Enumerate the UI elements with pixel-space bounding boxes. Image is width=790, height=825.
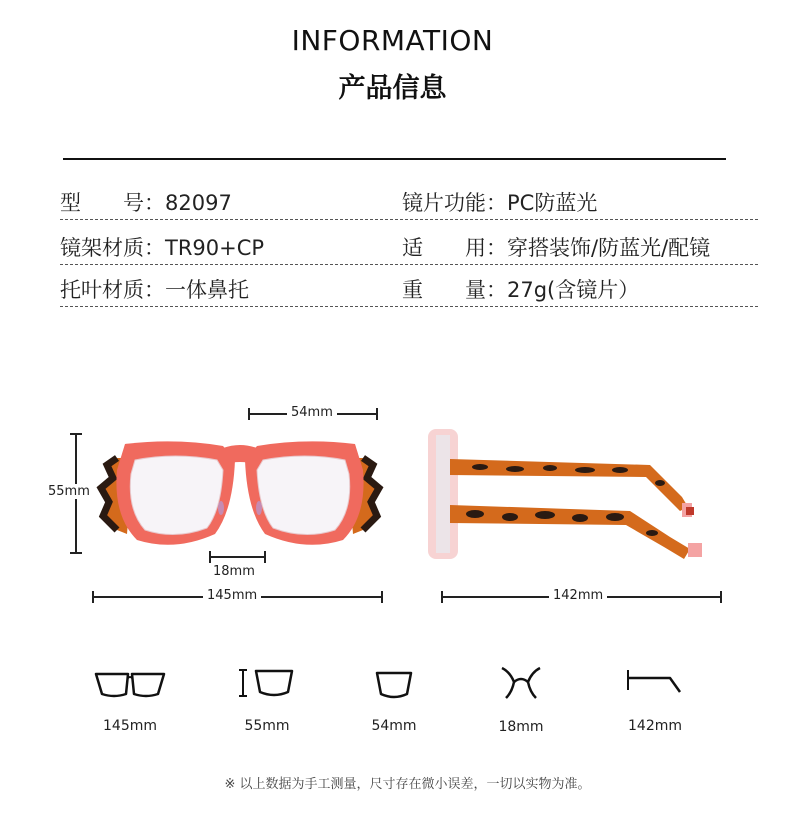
spec-label: 镜架材质： — [60, 236, 165, 260]
spec-value: 27g(含镜片） — [507, 278, 640, 302]
dim-tick — [720, 591, 722, 603]
spec-right — [402, 274, 639, 304]
dim-tick — [70, 552, 82, 554]
spec-value: 82097 — [165, 191, 232, 215]
title-english: INFORMATION — [291, 24, 494, 57]
spec-left — [60, 274, 249, 304]
spec-right — [402, 232, 710, 262]
spec-label: 镜片功能： — [402, 191, 507, 215]
glasses-side-image — [420, 425, 720, 565]
lens-height-icon-label: 55mm — [244, 718, 290, 734]
spec-value: 一体鼻托 — [165, 278, 249, 302]
bridge-label: 18mm — [209, 564, 259, 579]
spec-value: TR90+CP — [165, 236, 265, 260]
dim-tick — [376, 408, 378, 420]
frame-width-icon — [94, 668, 166, 702]
spec-row — [60, 181, 758, 220]
spec-label: 重 量： — [402, 278, 507, 302]
spec-value: 穿搭装饰/防蓝光/配镜 — [507, 236, 711, 260]
title-chinese: 产品信息 — [338, 73, 447, 104]
lens-height-icon — [236, 666, 296, 702]
footer-note: ※ 以上数据为手工测量，尺寸存在微小误差，一切以实物为准。 — [224, 777, 591, 792]
lens-height-label: 55mm — [44, 484, 94, 499]
spec-value: PC防蓝光 — [507, 191, 598, 215]
dim-tick — [381, 591, 383, 603]
spec-label: 型 号： — [60, 191, 165, 215]
temple-icon-label: 142mm — [628, 718, 682, 734]
spec-left — [60, 232, 264, 262]
temple-icon — [624, 668, 684, 698]
spec-row — [60, 268, 758, 307]
frame-width-icon-label: 145mm — [103, 718, 157, 734]
frame-width-label: 145mm — [203, 588, 261, 603]
spec-label: 托叶材质： — [60, 278, 165, 302]
dim-tick — [264, 551, 266, 563]
glasses-front-image — [95, 430, 385, 560]
spec-label: 适 用： — [402, 236, 507, 260]
bridge-line — [210, 556, 266, 558]
lens-width-icon-label: 54mm — [371, 718, 417, 734]
bridge-icon-label: 18mm — [498, 719, 544, 735]
lens-width-icon — [374, 668, 414, 702]
spec-right — [402, 187, 597, 217]
spec-left — [60, 187, 232, 217]
bridge-icon — [500, 664, 542, 704]
lens-width-label: 54mm — [287, 405, 337, 420]
header-divider — [63, 158, 726, 160]
temple-length-label: 142mm — [549, 588, 607, 603]
spec-row — [60, 226, 758, 265]
